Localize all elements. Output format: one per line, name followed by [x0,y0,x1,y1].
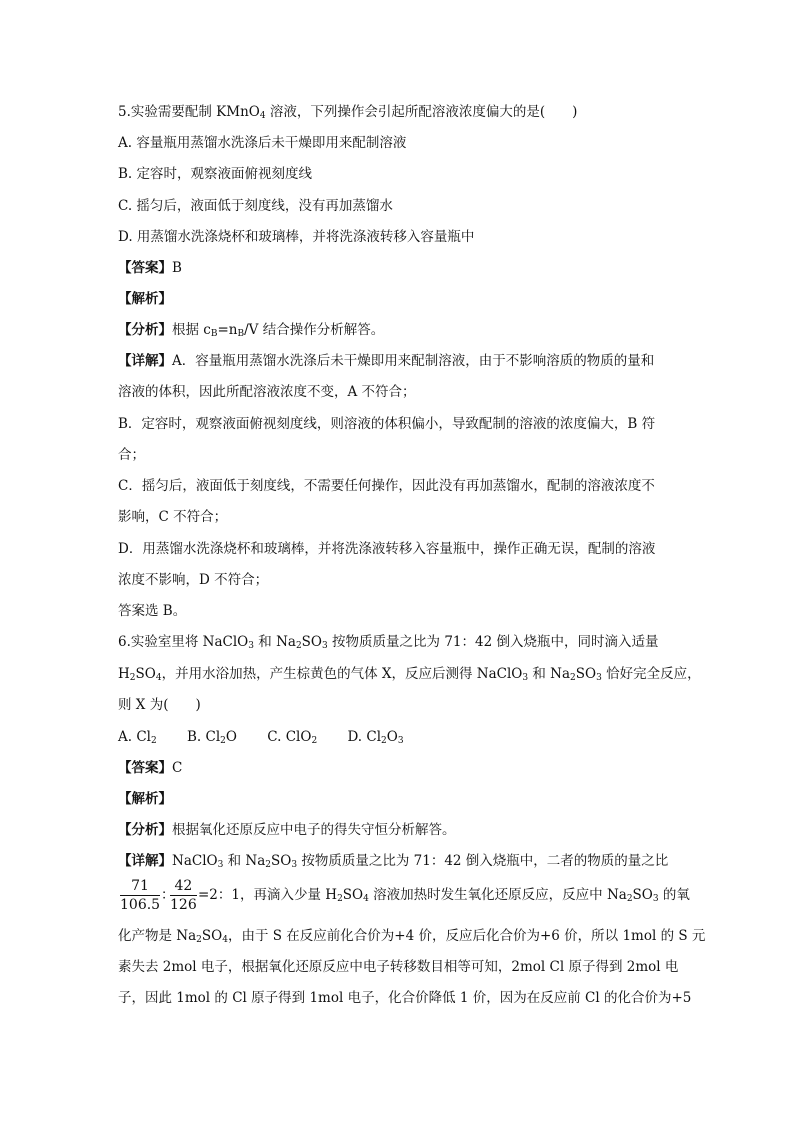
q5-detail-line-2: 溶液的体积，因此所配溶液浓度不变，A 不符合； [118,384,416,400]
q6-answer: 【答案】C [118,760,183,776]
q6-detail-line-5: 子，因此 1mol 的 Cl 原子得到 1mol 电子，化合价降低 1 价，因为在反应前 Cl 的化合价为+5 [118,990,692,1006]
q6-analysis-heading: 【解析】 [118,791,172,807]
q5-fenxi: 【分析】根据 $c_B=n_B/V$ 结合操作分析解答。 [118,322,385,339]
q6-detail-line-2: =2：1，再滴入少量 $H_2SO_4$ 溶液加热时发生氧化还原反应，反应中 $Na_2SO_3$ 的氧 [198,887,690,904]
q6-detail-line-1: 【详解】NaClO$_3$ 和 $Na_2SO_3$ 按物质质量之比为 71：42 倒入烧瓶中，二者的物质的量之比 [118,853,669,870]
q6-option-b: B. $Cl_2O$ [187,729,237,746]
q5-stem: 5.实验需要配制 KMnO$_4$ 溶液，下列操作会引起所配溶液浓度偏大的是( ) [118,104,578,121]
q5-detail-line-5: C．摇匀后，液面低于刻度线，不需要任何操作，因此没有再加蒸馏水，配制的溶液浓度不 [118,478,655,494]
mass-ratio-fraction-2: $\frac{42}{126}$ [170,878,197,913]
q5-option-c: C. 摇匀后，液面低于刻度线，没有再加蒸馏水 [118,198,393,214]
q5-detail-line-8: 浓度不影响，D 不符合； [118,572,269,588]
q6-stem-line-1: 6.实验室里将 NaClO$_3$ 和 $Na_2SO_3$ 按物质质量之比为 71：42 倒入烧瓶中，同时滴入适量 [118,634,659,651]
q6-stem-line-3: 则 X 为( ) [118,697,201,713]
q6-detail-line-4: 素失去 2mol 电子，根据氧化还原反应中电子转移数目相等可知，2mol Cl 原子得到 2mol 电 [118,959,679,975]
q5-detail-line-6: 影响，C 不符合； [118,509,228,525]
q5-option-d: D. 用蒸馏水洗涤烧杯和玻璃棒，并将洗涤液转移入容量瓶中 [118,229,475,245]
q6-option-d: D. $Cl_2O_3$ [347,729,404,746]
q5-option-a: A. 容量瓶用蒸馏水洗涤后未干燥即用来配制溶液 [118,135,407,151]
q6-options [118,728,404,746]
q5-answer: 【答案】B [118,260,182,276]
q6-option-c: C. ClO$_2$ [267,729,318,746]
q5-detail-line-4: 合； [118,447,145,463]
q6-detail-line-3: 化产物是 $Na_2SO_4$，由于 S 在反应前化合价为+4 价，反应后化合价为+6 价，所以 1mol 的 S 元 [118,928,706,945]
q5-conclusion: 答案选 B。 [118,603,187,619]
q5-detail-line-1: 【详解】A．容量瓶用蒸馏水洗涤后未干燥即用来配制溶液，由于不影响溶质的物质的量和 [118,353,655,369]
q6-option-a: A. $Cl_2$ [118,729,157,746]
q5-option-b: B. 定容时，观察液面俯视刻度线 [118,166,313,182]
q6-stem-line-2: $H_2SO_4$，并用水浴加热，产生棕黄色的气体 X，反应后测得 NaClO$_3$ 和 $Na_2SO_3$ 恰好完全反应， [118,666,701,683]
q5-detail-line-7: D．用蒸馏水洗涤烧杯和玻璃棒，并将洗涤液转移入容量瓶中，操作正确无误，配制的溶液 [118,541,656,557]
q5-detail-line-3: B．定容时，观察液面俯视刻度线，则溶液的体积偏小，导致配制的溶液的浓度偏大，B 符 [118,416,656,432]
fraction-colon: ： [161,887,175,903]
mass-ratio-fraction-1: $\frac{71}{106.5}$ [120,878,161,913]
q5-analysis-heading: 【解析】 [118,291,172,307]
q6-fenxi: 【分析】根据氧化还原反应中电子的得失守恒分析解答。 [118,822,456,838]
